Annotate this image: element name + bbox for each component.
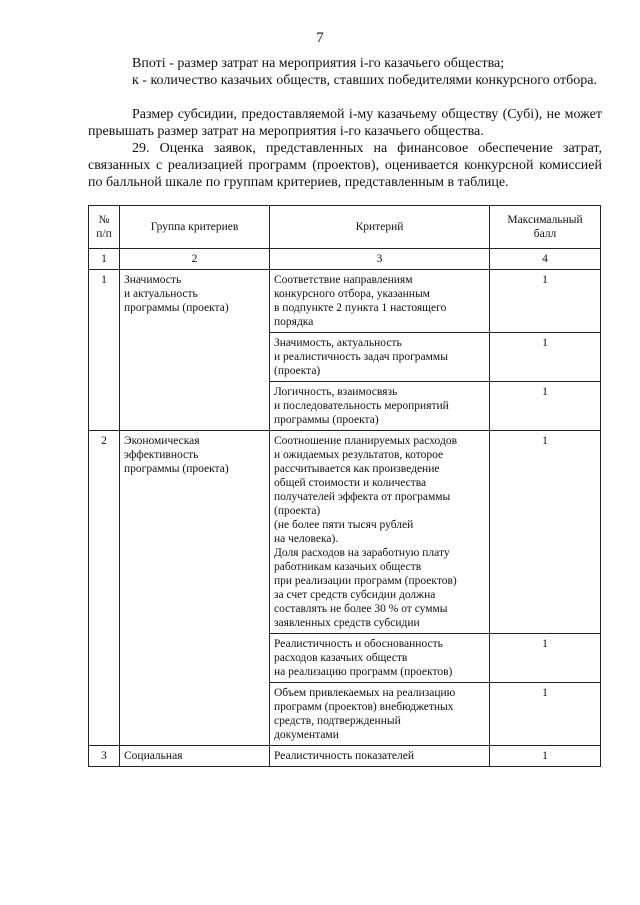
header-max-score: Максимальный балл xyxy=(490,206,601,249)
criterion-score: 1 xyxy=(490,431,601,634)
page-number: 7 xyxy=(316,30,324,46)
header-num: № п/п xyxy=(89,206,120,249)
criterion-text: Объем привлекаемых на реализацию программ (проектов) внебюджетных средств, подтвержденный документами xyxy=(270,683,490,746)
criterion-score: 1 xyxy=(490,634,601,683)
group-number: 1 xyxy=(89,270,120,431)
criterion-text: Соотношение планируемых расходов и ожидаемых результатов, которое рассчитывается как произведение общей стоимости и количества получателей эффекта от программы (проекта) (не более пяти тысяч рублей на человека). Доля расходов на заработную плату работникам казачьих обществ при реализации программ (проектов) за счет средств субсидии должна составлять не более 30 % от суммы заявленных средств субсидии xyxy=(270,431,490,634)
paragraph-k: к - количество казачьих обществ, ставших победителями конкурсного отбора. xyxy=(132,73,597,88)
paragraph-subsidy: Размер субсидии, предоставляемой i-му казачьему обществу (Субi), не может превышать размер затрат на мероприятия i-го казачьего общества. xyxy=(88,107,602,139)
criterion-text: Реалистичность и обоснованность расходов казачьих обществ на реализацию программ (проектов) xyxy=(270,634,490,683)
paragraph-item-29: 29. Оценка заявок, представленных на финансовое обеспечение затрат, связанных с реализацией программ (проектов), оценивается конкурсной комиссией по балльной шкале по группам критериев, представленным в таблице. xyxy=(88,141,602,190)
criterion-text: Логичность, взаимосвязь и последовательность мероприятий программы (проекта) xyxy=(270,382,490,431)
header-group: Группа критериев xyxy=(120,206,270,249)
group-name: Экономическая эффективность программы (проекта) xyxy=(120,431,270,746)
criteria-table xyxy=(88,205,601,767)
group-number: 2 xyxy=(89,431,120,746)
table-row xyxy=(89,431,601,634)
index-cell: 4 xyxy=(490,249,601,270)
table-row xyxy=(89,270,601,333)
index-cell: 3 xyxy=(270,249,490,270)
criterion-score: 1 xyxy=(490,333,601,382)
table-index-row xyxy=(89,249,601,270)
criterion-text: Соответствие направлениям конкурсного отбора, указанным в подпункте 2 пункта 1 настоящего порядка xyxy=(270,270,490,333)
criterion-score: 1 xyxy=(490,270,601,333)
group-name: Значимость и актуальность программы (проекта) xyxy=(120,270,270,431)
index-cell: 1 xyxy=(89,249,120,270)
group-name: Социальная xyxy=(120,746,270,767)
header-criterion: Критерий xyxy=(270,206,490,249)
criterion-score: 1 xyxy=(490,683,601,746)
criterion-text: Значимость, актуальность и реалистичность задач программы (проекта) xyxy=(270,333,490,382)
criterion-score: 1 xyxy=(490,382,601,431)
table-header-row xyxy=(89,206,601,249)
criterion-score: 1 xyxy=(490,746,601,767)
criterion-text: Реалистичность показателей xyxy=(270,746,490,767)
index-cell: 2 xyxy=(120,249,270,270)
paragraph-vpoti: Впотi - размер затрат на мероприятия i-го казачьего общества; xyxy=(132,56,505,71)
group-number: 3 xyxy=(89,746,120,767)
table-row xyxy=(89,746,601,767)
